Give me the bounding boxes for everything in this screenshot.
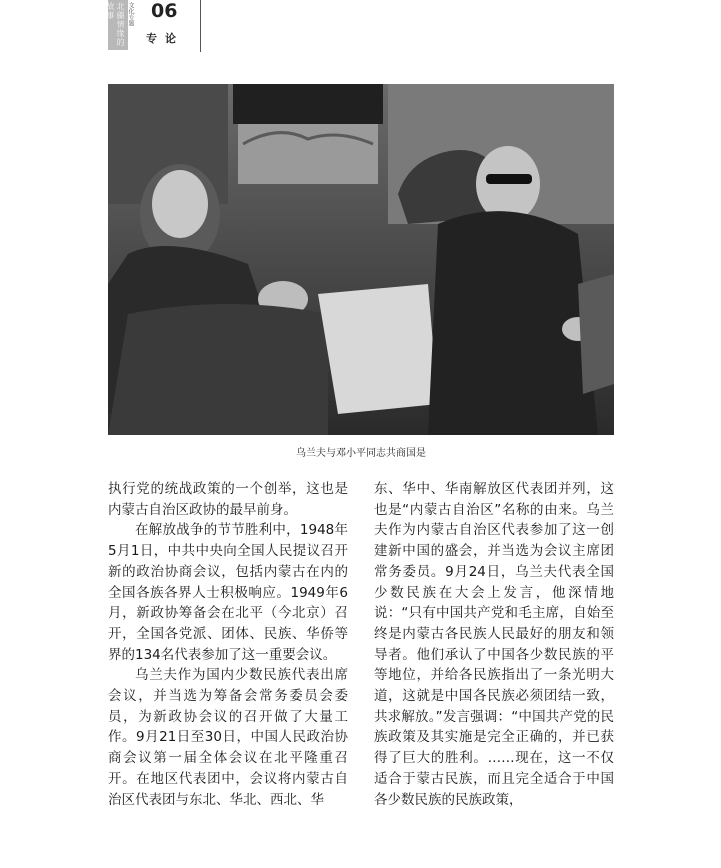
section-title: 专论	[146, 32, 184, 45]
article-column-left	[108, 479, 348, 810]
header-side-label: 文化专题	[127, 2, 134, 26]
photo-caption: 乌兰夫与邓小平同志共商国是	[296, 448, 426, 459]
paragraph: 执行党的统战政策的一个创举，这也是内蒙古自治区政协的最早前身。	[108, 481, 348, 518]
article-column-right	[374, 479, 614, 810]
header-divider	[200, 0, 201, 52]
header-vertical-title: 北疆情缘的故事	[106, 2, 125, 47]
photo-illustration	[108, 84, 614, 435]
paragraph: 在解放战争的节节胜利中，1948年5月1日，中共中央向全国人民提议召开新的政治协商会议，包括内蒙古在内的全国各族各界人士积极响应。1949年6月，新政协筹备会在北平（今北京）召开，全国各党派、团体、民族、华侨等界的134名代表参加了这一重要会议。	[108, 522, 348, 663]
page-number: 06	[151, 0, 178, 22]
historical-photo	[108, 84, 614, 435]
paragraph: 东、华中、华南解放区代表团并列，这也是“内蒙古自治区”名称的由来。乌兰夫作为内蒙古自治区代表参加了这一创建新中国的盛会，并当选为会议主席团常务委员。9月24日，乌兰夫代表全国少数民族在大会上发言，他深情地说：“只有中国共产党和毛主席，自始至终是内蒙古各民族人民最好的朋友和领导者。他们承认了中国各少数民族的平等地位，并给各民族指出了一条光明大道，这就是中国各民族必须团结一致，共求解放。”发言强调：“中国共产党的民族政策及其实施是完全正确的，并已获得了巨大的胜利。……现在，这一不仅适合于蒙古民族，而且完全适合于中国各少数民族的民族政策，	[374, 481, 614, 808]
paragraph: 乌兰夫作为国内少数民族代表出席会议，并当选为筹备会常务委员会委员，为新政协会议的召开做了大量工作。9月21日至30日，中国人民政治协商会议第一届全体会议在北平隆重召开。在地区代表团中，会议将内蒙古自治区代表团与东北、华北、西北、华	[108, 667, 348, 808]
